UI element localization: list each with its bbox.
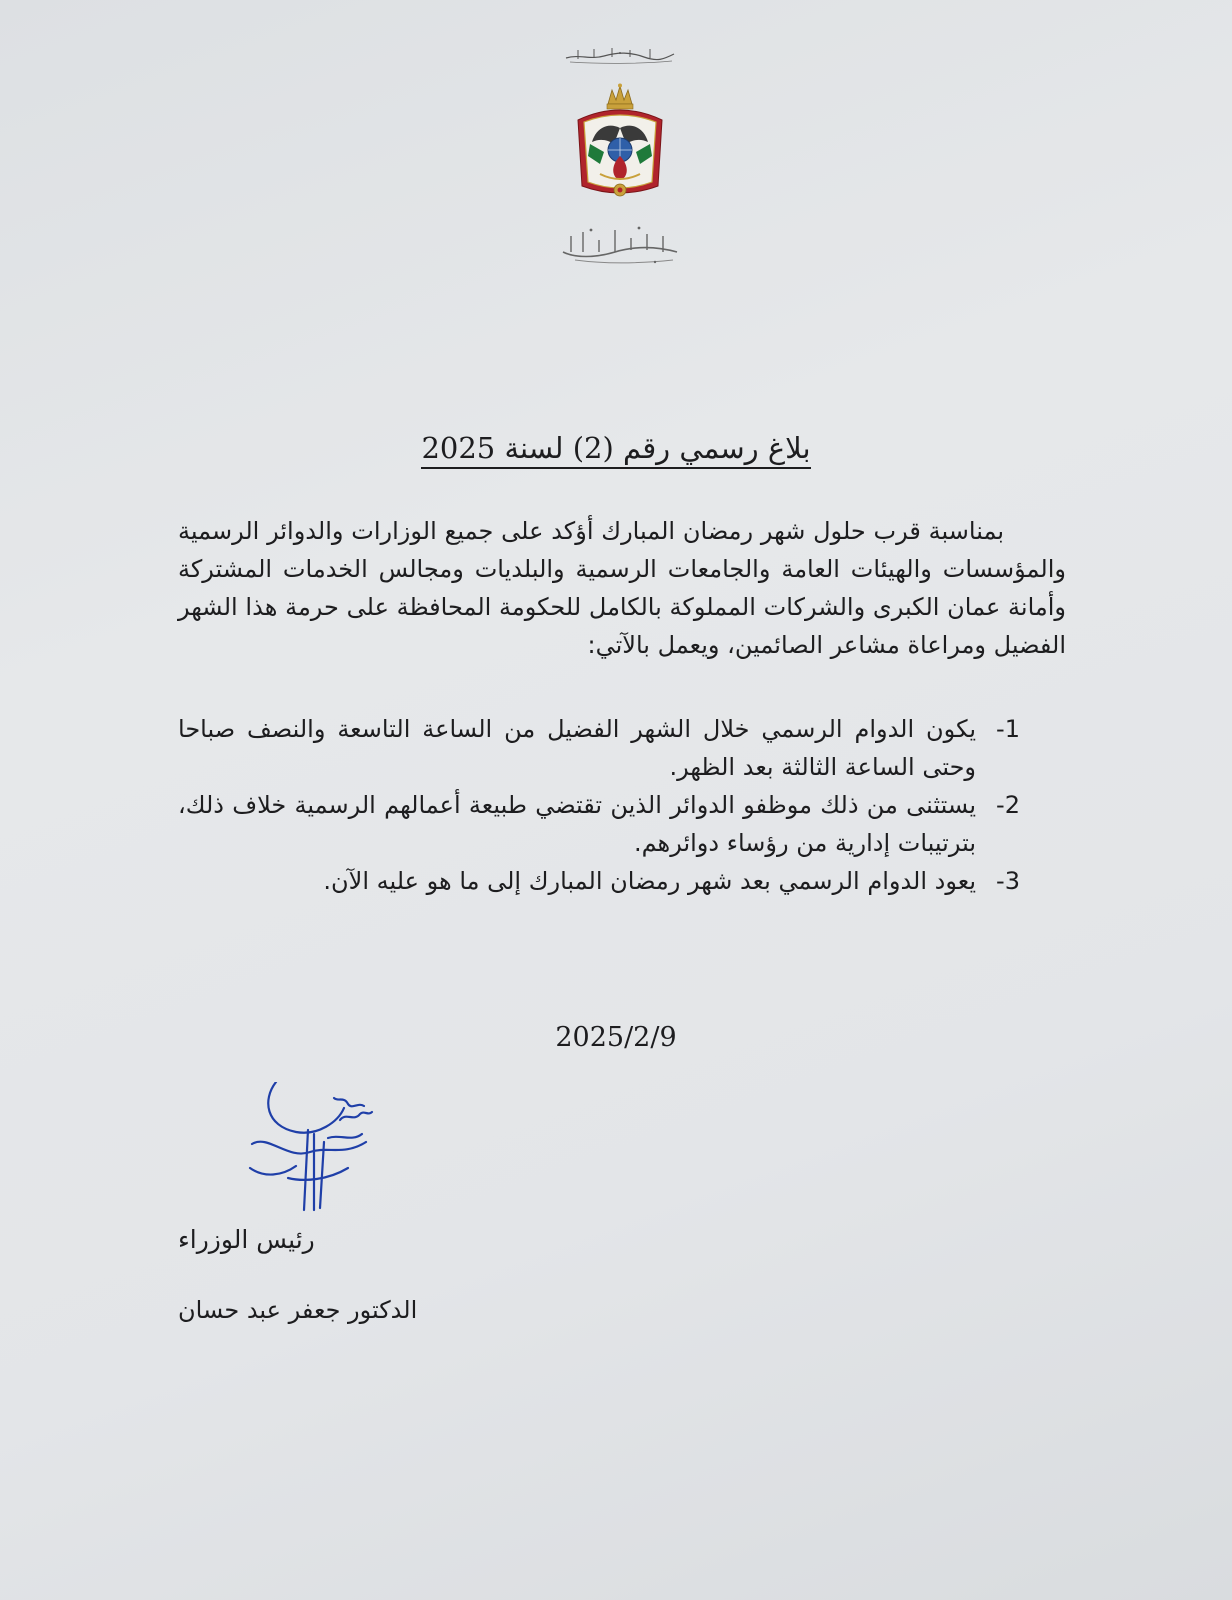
item-number: 2- <box>996 791 1020 819</box>
prime-ministry-calligraphy-logo <box>555 222 685 266</box>
intro-paragraph: بمناسبة قرب حلول شهر رمضان المبارك أؤكد على جميع الوزارات والدوائر الرسمية والمؤسسات والهيئات العامة والجامعات الرسمية والبلديات ومجالس الخدمات المشتركة وأمانة عمان الكبرى والشركات المملوكة بالكامل للحكومة المحافظة على حرمة هذا الشهر الفضيل ومراعاة مشاعر الصائمين، ويعمل بالآتي: <box>178 517 1066 659</box>
document-date: 2025/2/9 <box>555 1022 677 1053</box>
jordan-coat-of-arms-icon <box>570 82 670 208</box>
handwritten-signature <box>248 1082 398 1232</box>
item-number: 3- <box>996 867 1020 895</box>
item-number: 1- <box>996 715 1020 743</box>
signatory-name: الدكتور جعفر عبد حسان <box>178 1296 418 1324</box>
list-item <box>178 862 1020 900</box>
item-text: يكون الدوام الرسمي خلال الشهر الفضيل من الساعة التاسعة والنصف صباحا وحتى الساعة الثالثة بعد الظهر. <box>178 715 976 781</box>
signatory-title: رئيس الوزراء <box>178 1225 315 1254</box>
document-title <box>0 428 1232 468</box>
basmala-calligraphy <box>560 44 680 66</box>
list-item <box>178 710 1020 786</box>
directive-list <box>178 710 1020 900</box>
item-text: يعود الدوام الرسمي بعد شهر رمضان المبارك إلى ما هو عليه الآن. <box>323 867 976 895</box>
list-item <box>178 786 1020 862</box>
document-title-text: بلاغ رسمي رقم (2) لسنة 2025 <box>421 431 810 469</box>
item-text: يستثنى من ذلك موظفو الدوائر الذين تقتضي طبيعة أعمالهم الرسمية خلاف ذلك، بترتيبات إدارية من رؤساء دوائرهم. <box>178 791 976 857</box>
